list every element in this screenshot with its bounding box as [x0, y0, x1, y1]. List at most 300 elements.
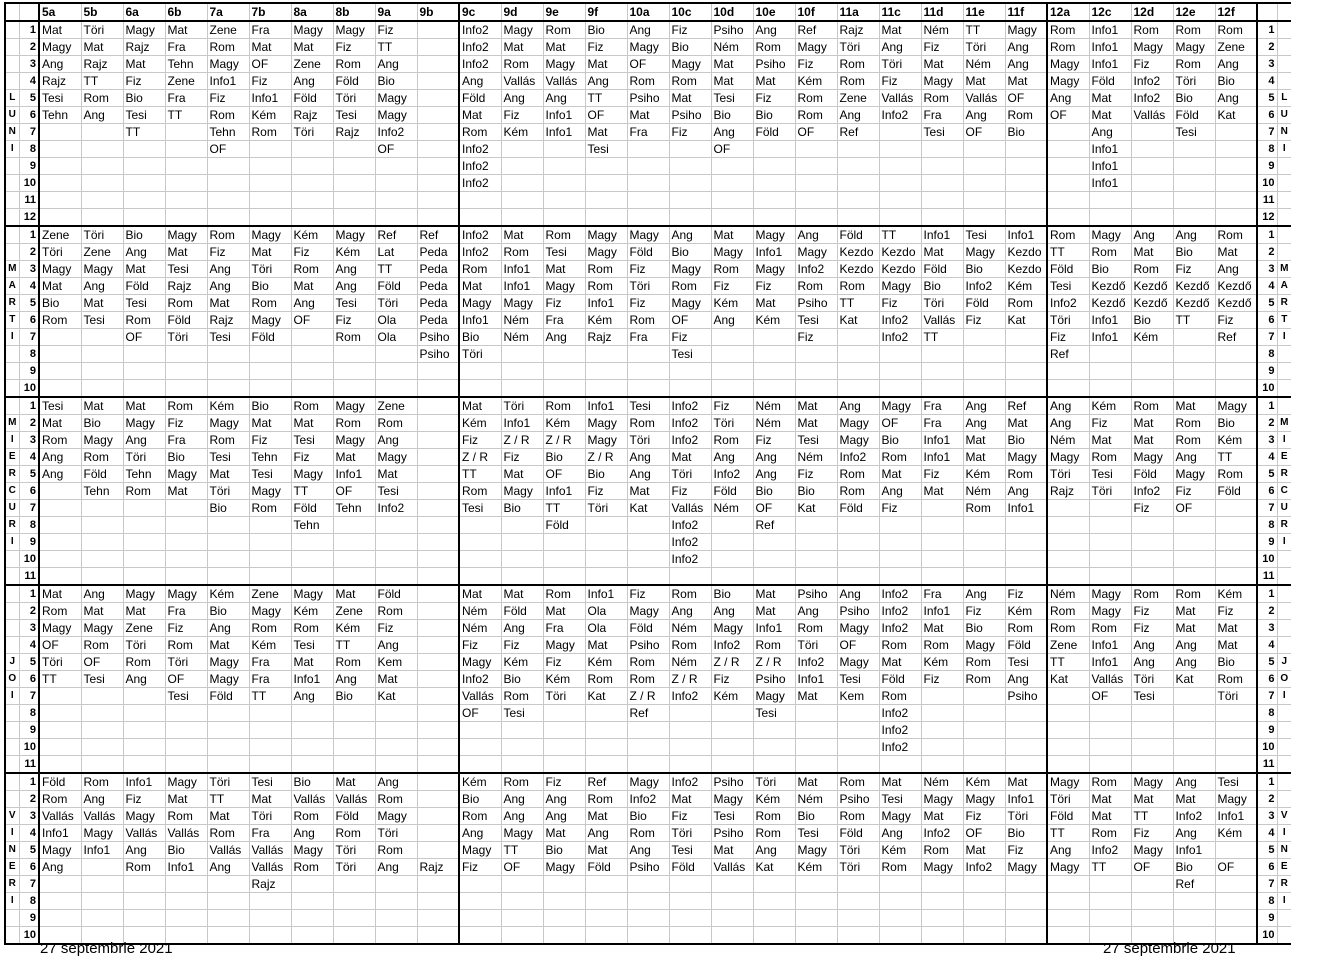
subject-cell: Ang [795, 226, 837, 244]
subject-cell: Magy [921, 859, 963, 876]
day-letter-left [5, 158, 19, 175]
subject-cell [123, 722, 165, 739]
subject-cell [1131, 705, 1173, 722]
subject-cell [123, 893, 165, 910]
subject-cell [165, 175, 207, 192]
subject-cell: Ném [963, 56, 1005, 73]
subject-cell: Magy [627, 773, 669, 791]
day-letter-left [5, 585, 19, 603]
subject-cell [417, 808, 459, 825]
subject-cell [1215, 192, 1257, 209]
subject-cell [753, 739, 795, 756]
subject-cell: Föld [753, 124, 795, 141]
period-row [5, 39, 1291, 56]
subject-cell: Magy [249, 312, 291, 329]
subject-cell [585, 893, 627, 910]
subject-cell [795, 141, 837, 158]
subject-cell: Fiz [1173, 261, 1215, 278]
subject-cell: Ang [123, 432, 165, 449]
subject-cell: Töri [837, 859, 879, 876]
subject-cell: Psiho [795, 295, 837, 312]
subject-cell: Rom [837, 773, 879, 791]
subject-cell: OF [669, 312, 711, 329]
subject-cell: Magy [543, 637, 585, 654]
subject-cell: Rom [627, 73, 669, 90]
subject-cell: Info2 [669, 415, 711, 432]
subject-cell: Ném [963, 483, 1005, 500]
subject-cell [249, 380, 291, 398]
subject-cell: TT [333, 637, 375, 654]
subject-cell: Magy [207, 671, 249, 688]
subject-cell: Föld [837, 226, 879, 244]
subject-cell [1173, 910, 1215, 927]
subject-cell [207, 209, 249, 227]
class-header: 12c [1089, 3, 1131, 21]
subject-cell [123, 517, 165, 534]
subject-cell: Rom [165, 295, 207, 312]
period-number-right: 1 [1257, 397, 1277, 415]
subject-cell: Rom [207, 107, 249, 124]
subject-cell: Bio [795, 808, 837, 825]
subject-cell: Bio [1215, 73, 1257, 90]
subject-cell [501, 534, 543, 551]
subject-cell [1215, 876, 1257, 893]
period-row [5, 842, 1291, 859]
subject-cell: Ang [375, 637, 417, 654]
subject-cell [1173, 705, 1215, 722]
subject-cell [123, 209, 165, 227]
subject-cell: Fiz [291, 449, 333, 466]
subject-cell [795, 910, 837, 927]
subject-cell: Zene [291, 56, 333, 73]
subject-cell [963, 739, 1005, 756]
subject-cell [711, 705, 753, 722]
day-letter-left [5, 773, 19, 791]
subject-cell: Bio [669, 39, 711, 56]
subject-cell: Rom [249, 620, 291, 637]
subject-cell [921, 910, 963, 927]
subject-cell: Magy [627, 226, 669, 244]
subject-cell: Rom [1173, 56, 1215, 73]
subject-cell: Mat [1173, 397, 1215, 415]
subject-cell: OF [753, 500, 795, 517]
subject-cell [921, 756, 963, 774]
subject-cell: Rom [1005, 107, 1047, 124]
subject-cell [753, 551, 795, 568]
subject-cell [501, 910, 543, 927]
day-letter-left [5, 432, 19, 449]
day-letter-right [1277, 141, 1291, 158]
subject-cell: Magy [1047, 449, 1089, 466]
subject-cell [1173, 722, 1215, 739]
subject-cell: Info1 [1089, 141, 1131, 158]
period-number-left: 2 [19, 603, 39, 620]
subject-cell: Föld [39, 773, 81, 791]
subject-cell [417, 517, 459, 534]
subject-cell: TT [39, 671, 81, 688]
period-number-right: 5 [1257, 90, 1277, 107]
subject-cell: Ang [207, 278, 249, 295]
subject-cell: Psiho [753, 56, 795, 73]
subject-cell: Fiz [1215, 603, 1257, 620]
subject-cell: Ang [1005, 56, 1047, 73]
subject-cell: Magy [543, 278, 585, 295]
period-row [5, 773, 1291, 791]
subject-cell [333, 141, 375, 158]
subject-cell [375, 346, 417, 363]
subject-cell: Bio [1215, 415, 1257, 432]
subject-cell: Ref [1005, 397, 1047, 415]
subject-cell: Tesi [501, 705, 543, 722]
subject-cell: Kém [585, 312, 627, 329]
subject-cell [963, 688, 1005, 705]
subject-cell: Vallás [963, 90, 1005, 107]
subject-cell [543, 346, 585, 363]
period-number-left: 3 [19, 620, 39, 637]
subject-cell: Info1 [1005, 791, 1047, 808]
subject-cell [249, 705, 291, 722]
subject-cell: Mat [375, 466, 417, 483]
subject-cell [291, 910, 333, 927]
subject-cell: Mat [501, 585, 543, 603]
subject-cell: Vallás [207, 842, 249, 859]
subject-cell [669, 175, 711, 192]
subject-cell: Info1 [459, 312, 501, 329]
subject-cell: Kezdo [837, 244, 879, 261]
subject-cell: Föld [627, 244, 669, 261]
subject-cell [921, 551, 963, 568]
subject-cell: Info1 [1089, 158, 1131, 175]
period-number-right: 4 [1257, 73, 1277, 90]
subject-cell: Fiz [459, 859, 501, 876]
subject-cell: Rom [795, 90, 837, 107]
subject-cell [165, 893, 207, 910]
period-number-left: 2 [19, 791, 39, 808]
day-name-letter: R [1280, 297, 1288, 308]
subject-cell [1215, 380, 1257, 398]
footer-date-right: 27 septembrie 2021 [1103, 940, 1236, 957]
subject-cell: Mat [711, 56, 753, 73]
subject-cell [963, 329, 1005, 346]
subject-cell: Zene [81, 244, 123, 261]
subject-cell [81, 192, 123, 209]
subject-cell [81, 141, 123, 158]
subject-cell [711, 551, 753, 568]
subject-cell: Magy [879, 808, 921, 825]
subject-cell [165, 500, 207, 517]
subject-cell [249, 192, 291, 209]
subject-cell: Ang [627, 466, 669, 483]
subject-cell [585, 910, 627, 927]
subject-cell: Info2 [459, 21, 501, 39]
subject-cell: Info2 [879, 329, 921, 346]
subject-cell: Fra [627, 329, 669, 346]
subject-cell: Ang [501, 90, 543, 107]
subject-cell [1131, 158, 1173, 175]
subject-cell [921, 500, 963, 517]
subject-cell [1173, 158, 1215, 175]
subject-cell: Föld [1089, 73, 1131, 90]
subject-cell: Rom [585, 671, 627, 688]
subject-cell: Fiz [921, 671, 963, 688]
day-letter-right [1277, 209, 1291, 227]
subject-cell [1131, 346, 1173, 363]
subject-cell: Mat [585, 56, 627, 73]
subject-cell [1005, 568, 1047, 586]
subject-cell [543, 175, 585, 192]
subject-cell [1215, 842, 1257, 859]
subject-cell [375, 739, 417, 756]
subject-cell [543, 910, 585, 927]
subject-cell [39, 910, 81, 927]
subject-cell: Ang [39, 859, 81, 876]
subject-cell: Magy [1047, 773, 1089, 791]
subject-cell [501, 551, 543, 568]
subject-cell: Ang [963, 397, 1005, 415]
day-letter-left [5, 278, 19, 295]
period-number-left: 9 [19, 158, 39, 175]
subject-cell: TT [963, 21, 1005, 39]
period-number-right: 9 [1257, 363, 1277, 380]
subject-cell [669, 722, 711, 739]
subject-cell: Mat [123, 261, 165, 278]
subject-cell: Ang [753, 842, 795, 859]
subject-cell: Töri [459, 346, 501, 363]
timetable-sheet [4, 2, 1291, 945]
subject-cell [1047, 739, 1089, 756]
subject-cell: Mat [795, 688, 837, 705]
subject-cell: Ang [1005, 483, 1047, 500]
subject-cell [543, 568, 585, 586]
subject-cell: Kém [207, 585, 249, 603]
subject-cell [1005, 756, 1047, 774]
subject-cell: Vallás [39, 808, 81, 825]
subject-cell [417, 688, 459, 705]
subject-cell: Ang [123, 671, 165, 688]
subject-cell: Mat [459, 585, 501, 603]
subject-cell: Töri [1005, 808, 1047, 825]
period-number-right: 5 [1257, 842, 1277, 859]
subject-cell: Tehn [39, 107, 81, 124]
period-number-left: 11 [19, 192, 39, 209]
subject-cell: Info2 [879, 107, 921, 124]
class-header: 6b [165, 3, 207, 21]
subject-cell: Mat [291, 654, 333, 671]
subject-cell: Rom [501, 56, 543, 73]
period-number-left: 11 [19, 756, 39, 774]
subject-cell: Mat [207, 466, 249, 483]
subject-cell [501, 192, 543, 209]
subject-cell [921, 876, 963, 893]
day-letter-right [1277, 346, 1291, 363]
subject-cell: Magy [375, 90, 417, 107]
subject-cell: Info1 [1089, 39, 1131, 56]
subject-cell: Rom [1089, 773, 1131, 791]
subject-cell: Kém [543, 415, 585, 432]
subject-cell: Fiz [711, 397, 753, 415]
period-number-left: 4 [19, 73, 39, 90]
subject-cell [459, 363, 501, 380]
subject-cell: Ref [627, 705, 669, 722]
subject-cell: Magy [627, 603, 669, 620]
subject-cell: Fra [249, 654, 291, 671]
subject-cell: Töri [249, 261, 291, 278]
subject-cell: Fiz [921, 466, 963, 483]
subject-cell: Magy [39, 261, 81, 278]
subject-cell [123, 705, 165, 722]
subject-cell [249, 893, 291, 910]
period-number-left: 12 [19, 209, 39, 227]
day-letter-right [1277, 73, 1291, 90]
subject-cell [1131, 192, 1173, 209]
subject-cell: Föld [1215, 483, 1257, 500]
subject-cell: Rom [165, 808, 207, 825]
subject-cell: Fra [165, 603, 207, 620]
subject-cell [1089, 568, 1131, 586]
day-letter-left [5, 517, 19, 534]
subject-cell [1047, 705, 1089, 722]
day-letter-left [5, 603, 19, 620]
subject-cell: Fiz [963, 603, 1005, 620]
subject-cell [417, 756, 459, 774]
period-number-right: 6 [1257, 859, 1277, 876]
period-number-right: 2 [1257, 39, 1277, 56]
subject-cell: Bio [753, 483, 795, 500]
subject-cell [375, 893, 417, 910]
subject-cell [417, 551, 459, 568]
day-name-letter: E [1280, 451, 1288, 462]
subject-cell [165, 141, 207, 158]
subject-cell: Magy [333, 226, 375, 244]
subject-cell [333, 517, 375, 534]
period-row [5, 722, 1291, 739]
day-letter-left [5, 842, 19, 859]
subject-cell [291, 141, 333, 158]
subject-cell: Bio [1173, 244, 1215, 261]
day-letter-left [5, 346, 19, 363]
subject-cell: Magy [879, 397, 921, 415]
subject-cell [333, 739, 375, 756]
subject-cell: Rom [921, 90, 963, 107]
subject-cell [81, 739, 123, 756]
subject-cell: TT [375, 39, 417, 56]
subject-cell: TT [1047, 825, 1089, 842]
period-row [5, 312, 1291, 329]
subject-cell [1047, 876, 1089, 893]
subject-cell [375, 209, 417, 227]
subject-cell [417, 791, 459, 808]
subject-cell: Fiz [333, 312, 375, 329]
subject-cell [1047, 363, 1089, 380]
subject-cell [753, 876, 795, 893]
subject-cell: Peda [417, 278, 459, 295]
subject-cell [39, 876, 81, 893]
subject-cell: Föld [543, 517, 585, 534]
day-letter-right [1277, 808, 1291, 825]
subject-cell [249, 141, 291, 158]
subject-cell: Ang [585, 73, 627, 90]
subject-cell: Info1 [1215, 808, 1257, 825]
day-letter-left [5, 21, 19, 39]
period-number-right: 10 [1257, 175, 1277, 192]
class-header: 5b [81, 3, 123, 21]
subject-cell: Z / R [459, 449, 501, 466]
subject-cell: Töri [543, 688, 585, 705]
subject-cell: Ném [669, 620, 711, 637]
subject-cell: Info2 [459, 671, 501, 688]
subject-cell: Mat [39, 21, 81, 39]
subject-cell: Magy [291, 466, 333, 483]
subject-cell [1131, 722, 1173, 739]
subject-cell [879, 568, 921, 586]
subject-cell: Rom [543, 397, 585, 415]
subject-cell: Töri [921, 295, 963, 312]
subject-cell: Rom [333, 415, 375, 432]
subject-cell: OF [963, 124, 1005, 141]
subject-cell [375, 705, 417, 722]
period-number-right: 2 [1257, 603, 1277, 620]
subject-cell: Rom [459, 483, 501, 500]
subject-cell: Z / R [543, 432, 585, 449]
subject-cell: Ang [627, 449, 669, 466]
subject-cell: OF [1047, 107, 1089, 124]
subject-cell: Psiho [627, 859, 669, 876]
subject-cell [837, 876, 879, 893]
period-row [5, 568, 1291, 586]
subject-cell: Magy [1215, 791, 1257, 808]
subject-cell: Tesi [669, 346, 711, 363]
subject-cell: Kém [795, 73, 837, 90]
day-name-letter: L [9, 92, 16, 103]
subject-cell: Ang [1173, 773, 1215, 791]
subject-cell: Ang [1047, 397, 1089, 415]
subject-cell [249, 346, 291, 363]
subject-cell [333, 192, 375, 209]
subject-cell: Rom [375, 415, 417, 432]
subject-cell: Ref [1215, 329, 1257, 346]
subject-cell [879, 756, 921, 774]
subject-cell: Magy [459, 654, 501, 671]
subject-cell: Rom [291, 859, 333, 876]
subject-cell: Bio [627, 808, 669, 825]
subject-cell: Magy [753, 226, 795, 244]
subject-cell: Info2 [1131, 483, 1173, 500]
subject-cell: Fiz [753, 90, 795, 107]
subject-cell: Info2 [669, 551, 711, 568]
subject-cell: Bio [501, 671, 543, 688]
subject-cell: Tesi [459, 500, 501, 517]
subject-cell [417, 654, 459, 671]
period-number-left: 3 [19, 261, 39, 278]
subject-cell: Tesi [711, 90, 753, 107]
subject-cell: Vallás [123, 825, 165, 842]
subject-cell: Info2 [669, 517, 711, 534]
subject-cell: Bio [1131, 312, 1173, 329]
subject-cell [753, 363, 795, 380]
subject-cell: Fra [249, 21, 291, 39]
subject-cell: Ang [333, 671, 375, 688]
subject-cell [837, 380, 879, 398]
subject-cell [333, 705, 375, 722]
subject-cell: Rom [837, 466, 879, 483]
subject-cell: OF [375, 141, 417, 158]
subject-cell [1131, 380, 1173, 398]
subject-cell [795, 876, 837, 893]
subject-cell [417, 500, 459, 517]
subject-cell [795, 175, 837, 192]
subject-cell: Magy [375, 808, 417, 825]
subject-cell: Bio [711, 107, 753, 124]
